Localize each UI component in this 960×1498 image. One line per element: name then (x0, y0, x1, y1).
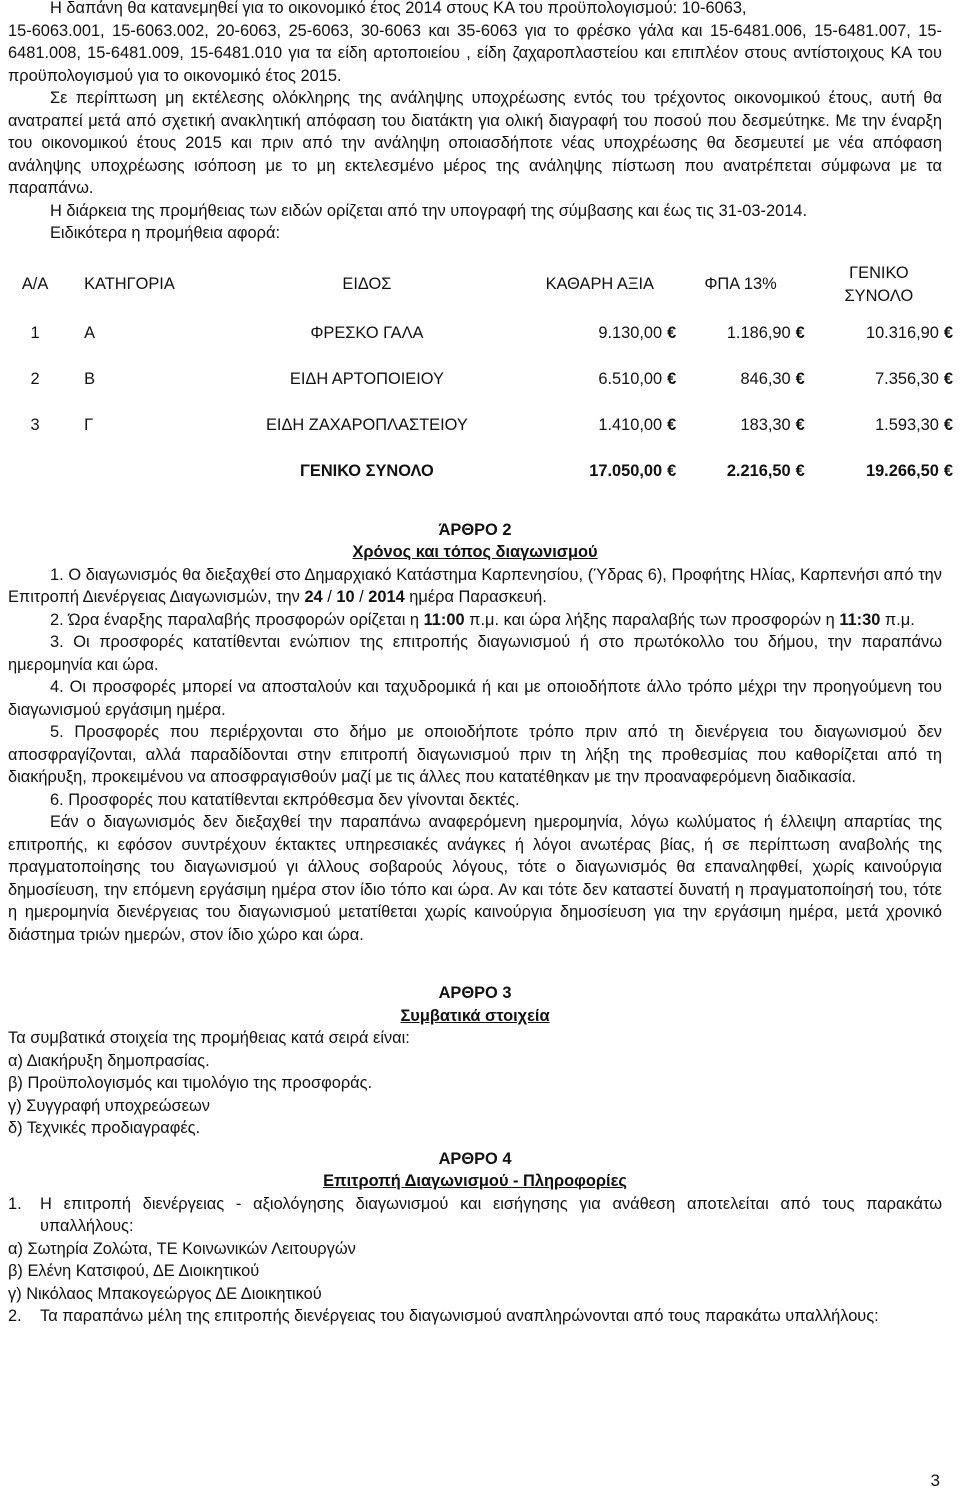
table-row (8, 311, 953, 357)
row-category: Α (84, 324, 96, 343)
grand-total-total-value: 19.266,50 (865, 462, 939, 481)
row-net-value: 1.410,00 (598, 416, 663, 435)
row-total-value: 1.593,30 (875, 416, 939, 435)
article2-subtitle: Χρόνος και τόπος διαγωνισμού (352, 543, 598, 561)
row-total (805, 357, 953, 403)
article4-title: ΑΡΘΡΟ 4 (438, 1149, 512, 1168)
row-category: Γ (84, 416, 94, 435)
row-net (493, 311, 676, 357)
row-vat-value: 183,30 (740, 416, 791, 435)
table-row (8, 403, 953, 449)
header-total (805, 259, 953, 311)
article2-item5: 5. Προσφορές που περιέρχονται στο δήμο με οποιοδήποτε τρόπο πριν από τη διενέργεια του διαγωνισμού δεν αποσφραγίζονται, αλλά παραδίδονται στην επιτροπή διαγωνισμού πριν τη λήξη της προθεσμίας που καθορίζεται από τη διακήρυξη, προκειμένου να αποσφραγισθούν μαζί με τις άλλες που κατατέθηκαν με την προαναφερόμενη διαδικασία. (8, 723, 942, 786)
header-vat: ΦΠΑ 13% (704, 275, 777, 294)
page-number: 3 (930, 1470, 940, 1490)
article2-item2: 2. Ώρα έναρξης παραλαβής προσφορών ορίζεται η 11:00 π.μ. και ώρα λήξης παραλαβής των προσφορών η 11:30 π.μ. (50, 610, 915, 629)
paragraph-budget-line1: Η δαπάνη θα κατανεμηθεί για το οικονομικό έτος 2014 στους ΚΑ του προϋπολογισμού: 10-6063, (50, 0, 747, 17)
row-vat (676, 403, 804, 449)
list-item: γ) Συγγραφή υποχρεώσεων (8, 1096, 210, 1115)
document-page (8, 0, 953, 1328)
header-category: ΚΑΤΗΓΟΡΙΑ (84, 275, 175, 294)
header-aa: Α/Α (21, 275, 49, 294)
paragraph-budget-rest: 15-6063.001, 15-6063.002, 20-6063, 25-6063, 30-6063 και 35-6063 για το φρέσκο γάλα και 15-6481.006, 15-6481.007, 15-6481.008, 15-6481.009, 15-6481.010 για τα είδη αρτοποιείου , είδη ζαχαροπλαστείου και επιπλέον στους αντίστοιχους ΚΑ του προϋπολογισμού για το οικονομικό έτος 2015. (8, 21, 942, 85)
row-total (805, 403, 953, 449)
header-net: ΚΑΘΑΡΗ ΑΞΙΑ (545, 275, 654, 294)
euro-icon: € (795, 324, 805, 343)
list-item: α) Διακήρυξη δημοπρασίας. (8, 1051, 210, 1070)
article4-item1: 1. Η επιτροπή διενέργειας - αξιολόγησης διαγωνισμού και εισήγησης για ανάθεση αποτελείται από τους παρακάτω υπαλλήλους: (8, 1194, 942, 1235)
article2-item4: 4. Οι προσφορές μπορεί να αποσταλούν και ταχυδρομικά ή και με οποιοδήποτε άλλο τρόπο μέχρι την προηγούμενη του διαγωνισμού εργάσιμη ημέρα. (8, 678, 942, 719)
grand-total-total (805, 449, 953, 495)
euro-icon: € (667, 462, 677, 481)
euro-icon: € (795, 416, 805, 435)
row-total-value: 7.356,30 (875, 370, 939, 389)
table-header-row (8, 259, 953, 311)
items-table (8, 259, 953, 495)
list-item: δ) Τεχνικές προδιαγραφές. (8, 1119, 201, 1137)
row-vat (676, 311, 804, 357)
article2-item6: 6. Προσφορές που κατατίθενται εκπρόθεσμα δεν γίνονται δεκτές. (50, 790, 520, 809)
row-net-value: 6.510,00 (598, 370, 663, 389)
grand-total-vat (676, 449, 804, 495)
row-category: Β (84, 370, 96, 389)
article3-intro: Τα συμβατικά στοιχεία της προμήθειας κατά σειρά είναι: (8, 1029, 410, 1047)
row-net (493, 357, 676, 403)
euro-icon: € (943, 370, 953, 389)
paragraph-duration: Η διάρκεια της προμήθειας των ειδών ορίζεται από την υπογραφή της σύμβασης και έως τις 31-03-2014. (50, 201, 807, 220)
row-kind: ΦΡΕΣΚΟ ΓΑΛΑ (310, 324, 424, 343)
row-aa: 1 (30, 324, 40, 343)
row-net-value: 9.130,00 (598, 324, 663, 343)
article4-subtitle: Επιτροπή Διαγωνισμού - Πληροφορίες (323, 1172, 627, 1190)
row-net (493, 403, 676, 449)
euro-icon: € (795, 370, 805, 389)
row-kind: ΕΙΔΗ ΑΡΤΟΠΟΙΕΙΟΥ (289, 370, 444, 389)
row-vat-value: 1.186,90 (726, 324, 791, 343)
grand-total-label: ΓΕΝΙΚΟ ΣΥΝΟΛΟ (300, 462, 434, 481)
euro-icon: € (943, 416, 953, 435)
euro-icon: € (943, 462, 953, 481)
euro-icon: € (667, 370, 677, 389)
header-total-line1: ΓΕΝΙΚΟ (849, 264, 909, 282)
paragraph-non-execution: Σε περίπτωση μη εκτέλεσης ολόκληρης της ανάληψης υποχρέωσης εντός του τρέχοντος οικονομικού έτους, αυτή θα ανατραπεί μετά από σχετική ανακλητική απόφαση του διατάκτη για ολική διαγραφή του ποσού που δεσμεύτηκε. Με την έναρξη του οικονομικού έτους 2015 και πριν από την ανάληψη οποιασδήποτε νέας υποχρέωσης θα δεσμευτεί με νέα απόφαση ανάληψης υποχρέωσης ισόποση με το μη εκτελεσμένο μέρος της ανάληψης πίστωση που ανατρέπεται σύμφωνα με τα παραπάνω. (8, 89, 942, 197)
euro-icon: € (795, 462, 805, 481)
grand-total-row (8, 449, 953, 495)
table-row (8, 357, 953, 403)
header-kind: ΕΙΔΟΣ (342, 275, 392, 294)
article3-title: ΑΡΘΡΟ 3 (438, 984, 512, 1002)
article3-subtitle: Συμβατικά στοιχεία (400, 1006, 550, 1025)
grand-total-net-value: 17.050,00 (589, 462, 663, 481)
article2-item3: 3. Οι προσφορές κατατίθενται ενώπιον της επιτροπής διαγωνισμού ή στο πρωτόκολλο του δήμου, την παραπάνω ημερομηνία και ώρα. (8, 633, 942, 674)
article2-title: ΆΡΘΡΟ 2 (438, 520, 512, 539)
grand-total-vat-value: 2.216,50 (726, 462, 791, 481)
row-aa: 3 (30, 416, 40, 435)
header-total-line2: ΣΥΝΟΛΟ (844, 286, 914, 305)
list-item: β) Προϋπολογισμός και τιμολόγιο της προσφοράς. (8, 1074, 373, 1092)
grand-total-net (493, 449, 676, 495)
article2-item1: 1. Ο διαγωνισμός θα διεξαχθεί στο Δημαρχιακό Κατάστημα Καρπενησίου, (Ύδρας 6), Προφήτης Ηλίας, Καρπενήσι από την Επιτροπή Διενέργειας Διαγωνισμών, την 24 / 10 / 2014 ημέρα Παρασκευή. (8, 565, 942, 606)
row-aa: 2 (30, 370, 40, 389)
committee-member: γ) Νικόλαος Μπακογεώργος ΔΕ Διοικητικού (8, 1284, 322, 1303)
paragraph-specifically: Ειδικότερα η προμήθεια αφορά: (50, 224, 280, 242)
row-total-value: 10.316,90 (865, 324, 939, 343)
euro-icon: € (943, 324, 953, 343)
row-vat-value: 846,30 (740, 370, 791, 389)
euro-icon: € (667, 416, 677, 435)
row-vat (676, 357, 804, 403)
article4-item2: 2. Τα παραπάνω μέλη της επιτροπής διενέργειας του διαγωνισμού αναπληρώνονται από τους παρακάτω υπαλλήλους: (8, 1307, 879, 1325)
committee-member: β) Ελένη Κατσιφού, ΔΕ Διοικητικού (8, 1262, 260, 1280)
article2-postponement: Εάν ο διαγωνισμός δεν διεξαχθεί την παραπάνω αναφερόμενη ημερομηνία, λόγω κωλύματος ή έλλειψη απαρτίας της επιτροπής, κι εφόσον συντρέχουν έκτακτες υπηρεσιακές ανάγκες ή λόγοι ανωτέρας βίας, ή σε περίπτωση αναβολής της πραγματοποίησης του διαγωνισμού γι άλλους σοβαρούς λόγους, τότε ο διαγωνισμός θα επαναληφθεί, χωρίς καινούργια δημοσίευση, την επόμενη εργάσιμη ημέρα στον ίδιο τόπο και ώρα. Αν και τότε δεν καταστεί δυνατή η πραγματοποίησή του, τότε η ημερομηνία διενέργειας του διαγωνισμού μετατίθεται χωρίς καινούργια δημοσίευση για την εργάσιμη ημέρα, μετά χρονικό διάστημα τριών ημερών, στον ίδιο χώρο και ώρα. (8, 813, 942, 944)
row-total (805, 311, 953, 357)
committee-member: α) Σωτηρία Ζολώτα, ΤΕ Κοινωνικών Λειτουργών (8, 1239, 356, 1258)
row-kind: ΕΙΔΗ ΖΑΧΑΡΟΠΛΑΣΤΕΙΟΥ (265, 416, 468, 435)
euro-icon: € (667, 324, 677, 343)
